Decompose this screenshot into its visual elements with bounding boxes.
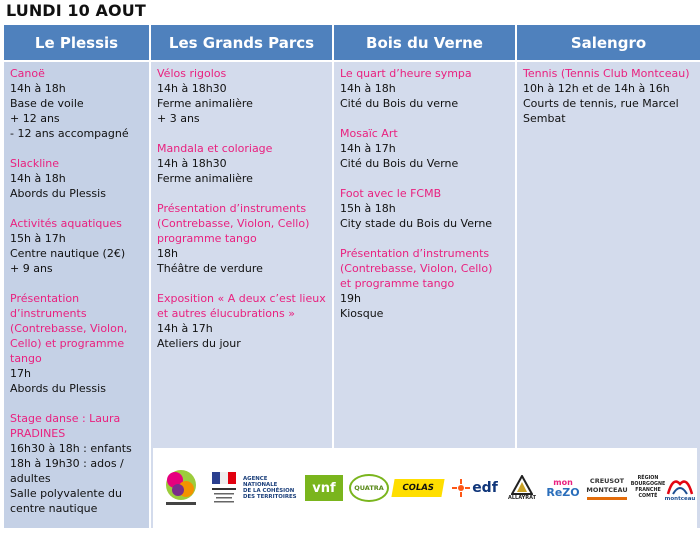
event-title: Stage danse : Laura xyxy=(10,412,121,425)
column-le-plessis xyxy=(4,62,149,528)
event-detail: Kiosque xyxy=(340,307,384,320)
monrezo-word-rezo: ReZO xyxy=(546,486,580,499)
event-detail: Ferme animalière xyxy=(157,97,253,110)
event-detail: 19h xyxy=(340,292,361,305)
event-block xyxy=(340,66,509,111)
event-title: Tennis (Tennis Club Montceau) xyxy=(523,67,690,80)
event-block xyxy=(10,66,143,141)
event-detail: Ferme animalière xyxy=(157,172,253,185)
event-title: Mandala et coloriage xyxy=(157,142,273,155)
event-detail: Ateliers du jour xyxy=(157,337,241,350)
event-title: Activités aquatiques xyxy=(10,217,122,230)
event-title: PRADINES xyxy=(10,427,66,440)
event-title: tango xyxy=(10,352,42,365)
event-detail: 16h30 à 18h : enfants xyxy=(10,442,132,455)
event-block xyxy=(10,156,143,201)
logo-vnf xyxy=(303,466,345,510)
event-detail: 14h à 18h xyxy=(340,82,396,95)
event-detail: 14h à 18h xyxy=(10,172,66,185)
event-title: (Contrebasse, Violon, Cello) xyxy=(340,262,493,275)
event-detail: Théâtre de verdure xyxy=(157,262,263,275)
event-title: Slackline xyxy=(10,157,60,170)
event-block xyxy=(157,291,326,351)
event-title: Le quart d’heure sympa xyxy=(340,67,472,80)
event-detail: adultes xyxy=(10,472,51,485)
event-detail: 15h à 18h xyxy=(340,202,396,215)
creusot-word: CREUSOT xyxy=(589,476,625,485)
event-detail: Abords du Plessis xyxy=(10,187,106,200)
allayrat-wordmark: ALLAYRAT xyxy=(508,495,536,501)
event-detail: Centre nautique (2€) xyxy=(10,247,126,260)
logo-anct xyxy=(243,466,301,510)
event-detail: Cité du Bois du verne xyxy=(340,97,459,110)
event-title: Vélos rigolos xyxy=(157,67,227,80)
event-detail: 14h à 18h30 xyxy=(157,157,227,170)
event-title: Exposition « A deux c’est lieux xyxy=(157,292,326,305)
anct-line: AGENCE xyxy=(243,475,268,482)
logo-montceau xyxy=(663,466,697,510)
logo-edf xyxy=(449,466,501,510)
creusot-underline xyxy=(587,497,627,500)
logo-republique-francaise xyxy=(207,466,241,510)
event-detail: + 12 ans xyxy=(10,112,60,125)
event-block xyxy=(340,126,509,171)
logo-creusot-montceau xyxy=(583,466,631,510)
montceau-wordmark: montceau xyxy=(664,496,696,502)
event-title: Présentation xyxy=(10,292,80,305)
event-title: Foot avec le FCMB xyxy=(340,187,442,200)
event-title: Cello) et programme xyxy=(10,337,125,350)
event-title: (Contrebasse, Violon, Cello) xyxy=(157,217,310,230)
event-detail: Courts de tennis, rue Marcel xyxy=(523,97,679,110)
event-detail: centre nautique xyxy=(10,502,98,515)
event-block xyxy=(157,141,326,186)
logo-allayrat xyxy=(503,466,541,510)
vnf-wordmark: vnf xyxy=(305,475,343,501)
column-header-row xyxy=(4,25,697,60)
logo-quatra xyxy=(349,466,389,510)
column-header-le-plessis: Le Plessis xyxy=(4,25,149,60)
event-detail: - 12 ans accompagné xyxy=(10,127,129,140)
event-detail: 14h à 17h xyxy=(340,142,396,155)
quartiers-dete-logo-icon xyxy=(162,468,200,508)
event-title: Présentation d’instruments xyxy=(157,202,307,215)
event-detail: 17h xyxy=(10,367,31,380)
event-detail: Salle polyvalente du xyxy=(10,487,122,500)
event-detail: Sembat xyxy=(523,112,566,125)
montceau-arch-icon xyxy=(665,474,695,496)
event-block xyxy=(523,66,694,126)
event-block xyxy=(10,411,143,516)
event-title: Canoë xyxy=(10,67,45,80)
column-header-salengro: Salengro xyxy=(517,25,700,60)
event-title: Présentation d’instruments xyxy=(340,247,490,260)
event-detail: 14h à 18h xyxy=(10,82,66,95)
event-detail: Base de voile xyxy=(10,97,84,110)
logo-quartiers-dete xyxy=(159,466,203,510)
edf-wordmark: edf xyxy=(472,480,498,496)
colas-wordmark: COLAS xyxy=(391,479,444,497)
event-block xyxy=(340,246,509,321)
event-title: et programme tango xyxy=(340,277,455,290)
page-title: LUNDI 10 AOUT xyxy=(6,1,146,20)
logo-region-bfc xyxy=(630,466,666,510)
column-header-les-grands-parcs: Les Grands Parcs xyxy=(151,25,332,60)
event-detail: Abords du Plessis xyxy=(10,382,106,395)
anct-line: DES TERRITOIRES xyxy=(243,494,297,501)
event-title: programme tango xyxy=(157,232,257,245)
region-line: COMTÉ xyxy=(638,494,658,499)
event-block xyxy=(10,216,143,276)
event-detail: 10h à 12h et de 14h à 16h xyxy=(523,82,670,95)
event-detail: + 3 ans xyxy=(157,112,200,125)
event-title: Mosaïc Art xyxy=(340,127,398,140)
montceau-word: MONTCEAU xyxy=(586,485,628,494)
anct-wordmark xyxy=(243,476,297,501)
event-detail: + 9 ans xyxy=(10,262,53,275)
event-detail: Cité du Bois du Verne xyxy=(340,157,459,170)
event-block xyxy=(157,66,326,126)
event-title: (Contrebasse, Violon, xyxy=(10,322,128,335)
event-detail: 15h à 17h xyxy=(10,232,66,245)
anct-line: NATIONALE xyxy=(243,481,278,488)
event-block xyxy=(10,291,143,396)
edf-sun-icon xyxy=(452,479,470,497)
column-header-bois-du-verne: Bois du Verne xyxy=(334,25,515,60)
logo-colas xyxy=(391,466,445,510)
region-line: FRANCHE xyxy=(635,488,661,493)
quatra-wordmark: QUATRA xyxy=(349,474,389,502)
anct-line: DE LA COHÉSION xyxy=(243,488,295,494)
event-title: et autres élucubrations » xyxy=(157,307,295,320)
event-block xyxy=(157,201,326,276)
logo-monrezo xyxy=(545,466,581,510)
allayrat-triangle-icon xyxy=(511,475,533,495)
event-detail: 18h xyxy=(157,247,178,260)
event-block xyxy=(340,186,509,231)
event-detail: 14h à 17h xyxy=(157,322,213,335)
marianne-icon xyxy=(209,468,239,508)
event-detail: 14h à 18h30 xyxy=(157,82,227,95)
partner-logos xyxy=(153,448,697,528)
region-line: RÉGION xyxy=(637,476,659,481)
event-detail: 18h à 19h30 : ados / xyxy=(10,457,124,470)
event-title: d’instruments xyxy=(10,307,87,320)
monrezo-word-mon: mon xyxy=(553,478,573,487)
event-detail: City stade du Bois du Verne xyxy=(340,217,493,230)
region-line: BOURGOGNE xyxy=(630,482,666,487)
